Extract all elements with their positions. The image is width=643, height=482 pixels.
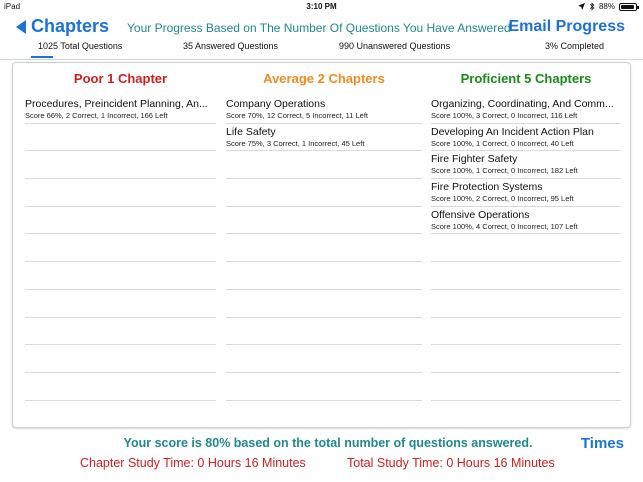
empty-row (431, 234, 621, 262)
empty-row (25, 345, 216, 373)
list-item[interactable] (431, 207, 621, 235)
empty-row (25, 124, 216, 152)
battery-icon (619, 3, 637, 11)
battery-percent: 88% (598, 2, 615, 11)
location-arrow-icon (578, 3, 585, 10)
chapter-name: Life Safety (226, 125, 276, 138)
chapter-name: Fire Fighter Safety (431, 153, 518, 166)
chapter-detail: Score 70%, 12 Correct, 5 Incorrect, 11 Left (226, 111, 369, 120)
empty-row (226, 373, 422, 401)
chapter-detail: Score 100%, 4 Correct, 0 Incorrect, 107 Left (431, 221, 578, 231)
proficient-column (431, 63, 621, 427)
chapter-name: Company Operations (226, 98, 326, 110)
list-item[interactable] (431, 179, 621, 207)
empty-row (226, 207, 422, 235)
average-header: Average 2 Chapters (263, 71, 385, 86)
email-progress-button[interactable]: Email Progress (508, 18, 625, 35)
empty-row (25, 373, 216, 401)
chapter-name: Organizing, Coordinating, And Comm... (431, 98, 614, 110)
chapter-detail: Score 100%, 1 Correct, 0 Incorrect, 182 Left (431, 166, 578, 176)
empty-row (431, 290, 621, 318)
status-right (578, 2, 637, 11)
bluetooth-icon (589, 2, 595, 11)
total-questions[interactable]: 1025 Total Questions (38, 41, 123, 51)
empty-row (25, 318, 216, 346)
empty-row (25, 290, 216, 318)
empty-row (226, 179, 422, 207)
score-summary: Your score is 80% based on the total number of questions answered. (123, 436, 533, 450)
back-button-label: Chapters (31, 16, 110, 36)
chapter-detail: Score 100%, 2 Correct, 0 Incorrect, 95 Left (431, 194, 574, 204)
chapter-name: Fire Protection Systems (431, 181, 543, 194)
empty-row (25, 151, 216, 179)
chapter-detail: Score 100%, 3 Correct, 0 Incorrect, 116 Left (431, 111, 578, 120)
unanswered-questions[interactable]: 990 Unanswered Questions (339, 41, 451, 51)
chapter-name: Offensive Operations (431, 208, 530, 221)
chapter-detail: Score 75%, 3 Correct, 1 Incorrect, 45 Left (226, 138, 365, 148)
navigation-bar (0, 16, 643, 40)
chapter-name: Procedures, Preincident Planning, An... (25, 98, 208, 110)
divider (0, 59, 643, 60)
poor-column (25, 63, 216, 427)
device-label: iPad (4, 2, 21, 11)
status-bar (0, 0, 643, 14)
chapter-name: Developing An Incident Action Plan (431, 125, 594, 138)
status-time: 3:10 PM (306, 2, 337, 11)
answered-questions[interactable]: 35 Answered Questions (183, 41, 279, 51)
empty-row (431, 318, 621, 346)
chapter-detail: Score 100%, 1 Correct, 0 Incorrect, 40 Left (431, 138, 574, 148)
empty-row (25, 207, 216, 235)
back-button[interactable] (16, 16, 109, 37)
times-button[interactable]: Times (580, 435, 624, 452)
poor-header: Poor 1 Chapter (73, 71, 168, 86)
empty-row (226, 151, 422, 179)
average-column (226, 63, 422, 427)
proficient-header: Proficient 5 Chapters (460, 71, 592, 86)
summary-bar (0, 41, 643, 59)
list-item[interactable] (431, 124, 621, 152)
list-item[interactable] (226, 96, 422, 124)
chapter-study-time: Chapter Study Time: 0 Hours 16 Minutes (80, 456, 306, 470)
empty-row (25, 234, 216, 262)
empty-row (226, 262, 422, 290)
completed-percent[interactable]: 3% Completed (545, 41, 605, 51)
empty-row (25, 179, 216, 207)
empty-row (431, 262, 621, 290)
empty-row (226, 234, 422, 262)
total-study-time: Total Study Time: 0 Hours 16 Minutes (347, 456, 555, 470)
chapter-detail: Score 66%, 2 Correct, 1 Incorrect, 166 Left (25, 111, 168, 120)
list-item[interactable] (226, 124, 422, 152)
empty-row (431, 373, 621, 401)
empty-row (226, 318, 422, 346)
chapters-panel (12, 62, 631, 428)
selected-segment-indicator (31, 56, 53, 58)
chevron-left-icon (16, 20, 26, 34)
list-item[interactable] (431, 151, 621, 179)
empty-row (226, 290, 422, 318)
empty-row (431, 345, 621, 373)
empty-row (226, 345, 422, 373)
list-item[interactable] (431, 96, 621, 124)
page-title: Your Progress Based on The Number Of Questions You Have Answered (127, 21, 511, 35)
list-item[interactable] (25, 96, 216, 124)
empty-row (25, 262, 216, 290)
